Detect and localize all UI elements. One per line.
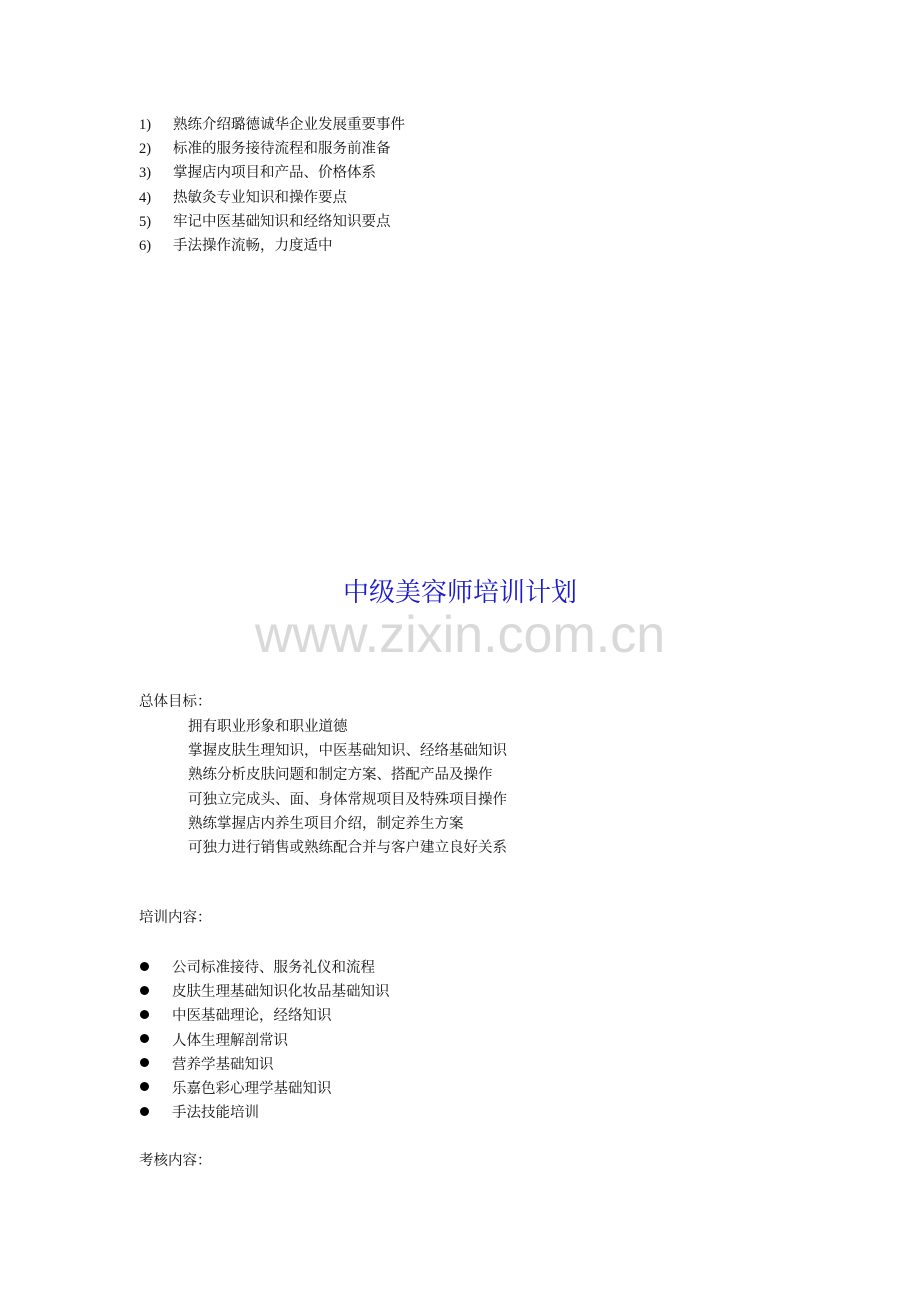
- bullet-icon: [140, 1107, 149, 1116]
- list-item: [139, 234, 405, 258]
- training-item: [139, 1053, 390, 1077]
- list-number: 3): [139, 165, 152, 182]
- assessment-heading: 考核内容：: [139, 1153, 212, 1169]
- list-text: 手法操作流畅，力度适中: [173, 237, 333, 254]
- bullet-icon: [140, 986, 149, 995]
- document-title: 中级美容师培训计划: [342, 578, 577, 608]
- training-item: [139, 1029, 390, 1053]
- list-text: 掌握店内项目和产品、价格体系: [173, 165, 376, 182]
- list-number: 4): [139, 189, 152, 206]
- goal-item: 掌握皮肤生理知识，中医基础知识、经络基础知识: [188, 743, 507, 760]
- goal-item: 拥有职业形象和职业道德: [188, 719, 348, 735]
- bullet-icon: [140, 1082, 149, 1091]
- list-number: 1): [139, 117, 152, 133]
- goals-heading: 总体目标：: [139, 694, 212, 710]
- training-item-text: 中医基础理论，经络知识: [172, 1008, 332, 1025]
- list-item: [139, 137, 405, 161]
- bullet-icon: [140, 962, 149, 971]
- goal-item: 熟练掌握店内养生项目介绍，制定养生方案: [188, 815, 464, 832]
- bullet-icon: [140, 1058, 149, 1067]
- training-item-text: 人体生理解剖常识: [172, 1032, 288, 1049]
- goal-item: 可独力进行销售或熟练配合并与客户建立良好关系: [188, 839, 507, 856]
- watermark: www.zixin.com.cn: [254, 606, 666, 664]
- list-number: 2): [139, 141, 152, 158]
- training-item: [139, 956, 390, 980]
- list-number: 5): [139, 213, 152, 230]
- training-item-text: 公司标准接待、服务礼仪和流程: [172, 960, 375, 976]
- list-item: [139, 186, 405, 210]
- list-item: [139, 161, 405, 185]
- training-item-text: 营养学基础知识: [172, 1056, 274, 1073]
- list-text: 牢记中医基础知识和经络知识要点: [173, 213, 391, 230]
- list-text: 热敏灸专业知识和操作要点: [173, 189, 347, 206]
- numbered-list: [139, 113, 405, 258]
- goal-item: 可独立完成头、面、身体常规项目及特殊项目操作: [188, 791, 507, 808]
- training-heading: 培训内容：: [139, 910, 212, 926]
- bullet-icon: [140, 1010, 149, 1019]
- training-item: [139, 980, 390, 1004]
- list-number: 6): [139, 237, 152, 254]
- training-item: [139, 1077, 390, 1101]
- list-text: 标准的服务接待流程和服务前准备: [173, 141, 391, 158]
- list-item: [139, 210, 405, 234]
- training-item-text: 皮肤生理基础知识化妆品基础知识: [172, 984, 390, 1001]
- list-item: [139, 113, 405, 137]
- training-item-text: 手法技能培训: [172, 1105, 259, 1122]
- training-item-text: 乐嘉色彩心理学基础知识: [172, 1080, 332, 1097]
- list-text: 熟练介绍璐德诚华企业发展重要事件: [173, 117, 405, 133]
- bullet-icon: [140, 1034, 149, 1043]
- goal-item: 熟练分析皮肤问题和制定方案、搭配产品及操作: [188, 767, 493, 784]
- training-item: [139, 1101, 390, 1125]
- training-list: [139, 956, 390, 1125]
- goals-list: [188, 715, 507, 860]
- training-item: [139, 1004, 390, 1028]
